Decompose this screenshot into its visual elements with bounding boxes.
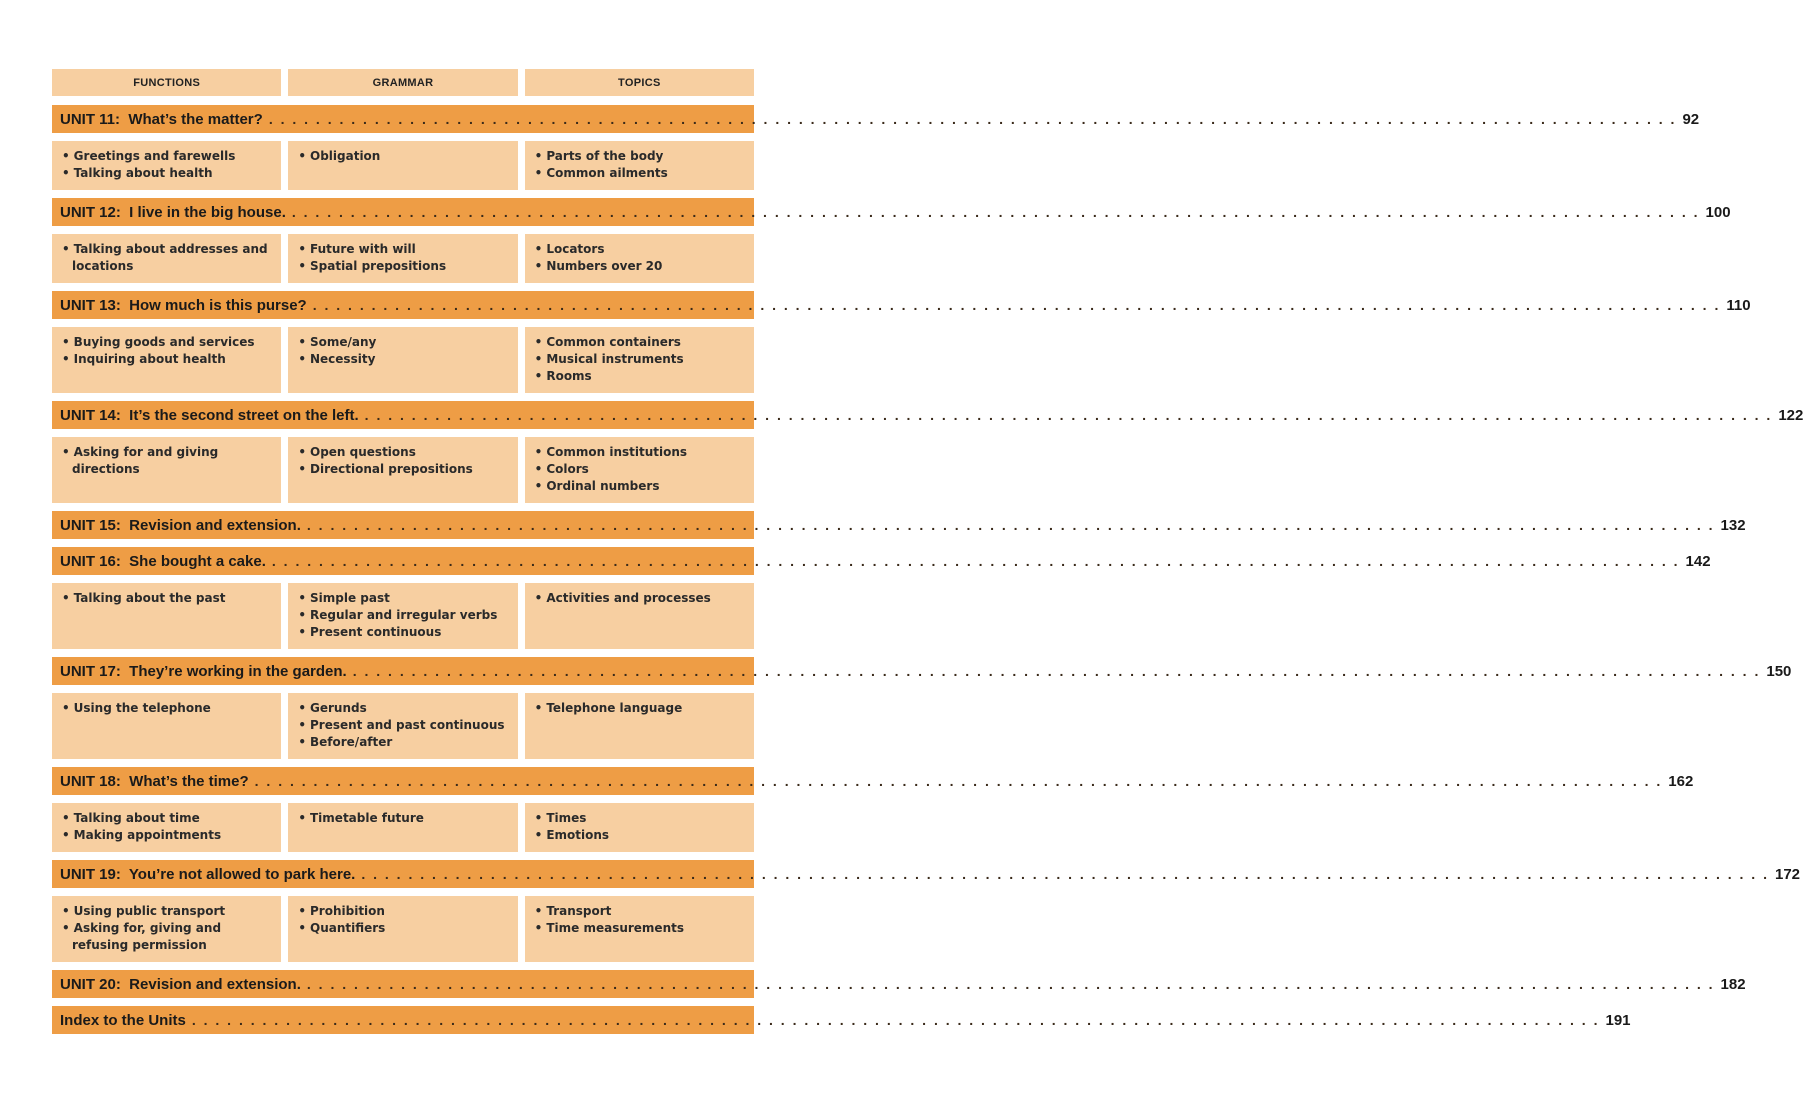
- unit-title: UNIT 16: She bought a cake.: [60, 552, 266, 570]
- functions-cell: [52, 583, 281, 649]
- functions-cell: [52, 437, 281, 503]
- unit-title: UNIT 17: They’re working in the garden.: [60, 662, 347, 680]
- unit-title-bar[interactable]: [52, 198, 1731, 226]
- leader-dots: . . . . . . . . . . . . . . . . . . . . . . . . . . . . . . . . . . . . . . . . . . . . . . . . . . . . . . . . . . . . . . . . . . . . . . . . . . . . . . . . . . . . . . . . . . . . . . . . . . . . . . . . . . . . . . . . . . . . . . . .: [364, 407, 1773, 423]
- list-item: • Directional prepositions: [298, 461, 507, 478]
- unit-title: Index to the Units: [60, 1011, 186, 1029]
- leader-dots: . . . . . . . . . . . . . . . . . . . . . . . . . . . . . . . . . . . . . . . . . . . . . . . . . . . . . . . . . . . . . . . . . . . . . . . . . . . . . . . . . . . . . . . . . . . . . . . . . . . . . . . . . . . . . . . . . . . . . . . .: [361, 866, 1769, 882]
- functions-cell: [52, 803, 281, 852]
- page-number: 150: [1766, 662, 1792, 680]
- grammar-cell: [288, 896, 517, 962]
- page-number: 162: [1668, 772, 1694, 790]
- list-item: • Talking about time: [62, 810, 271, 827]
- topics-cell: [525, 693, 754, 759]
- topics-cell: [525, 803, 754, 852]
- table-of-contents: [52, 69, 1803, 1042]
- list-item: • Future with will: [298, 241, 507, 258]
- unit-title: UNIT 19: You’re not allowed to park here.: [60, 865, 356, 883]
- functions-header: FUNCTIONS: [52, 69, 281, 96]
- functions-cell: [52, 693, 281, 759]
- unit-title-bar[interactable]: [52, 860, 1801, 888]
- page-number: 172: [1774, 865, 1801, 883]
- list-item: • Greetings and farewells: [62, 148, 271, 165]
- list-item: • Talking about addresses and locations: [62, 241, 271, 275]
- list-item: • Quantifiers: [298, 920, 507, 937]
- unit-content-row: [52, 896, 754, 962]
- grammar-header: GRAMMAR: [288, 69, 517, 96]
- page-number: 132: [1720, 516, 1746, 534]
- unit-title-bar[interactable]: [52, 291, 1751, 319]
- unit-list: [52, 105, 1803, 1034]
- column-header-row: [52, 69, 754, 96]
- list-item: • Necessity: [298, 351, 507, 368]
- unit-title: UNIT 20: Revision and extension.: [60, 975, 301, 993]
- unit-title-bar[interactable]: [52, 401, 1803, 429]
- unit-content-row: [52, 141, 754, 190]
- topics-cell: [525, 327, 754, 393]
- list-item: • Simple past: [298, 590, 507, 607]
- unit-title-bar[interactable]: [52, 511, 1746, 539]
- list-item: • Prohibition: [298, 903, 507, 920]
- topics-cell: [525, 437, 754, 503]
- grammar-cell: [288, 141, 517, 190]
- list-item: • Common containers: [535, 334, 744, 351]
- page-number: 92: [1682, 110, 1700, 128]
- list-item: • Inquiring about health: [62, 351, 271, 368]
- list-item: • Talking about health: [62, 165, 271, 182]
- list-item: • Locators: [535, 241, 744, 258]
- grammar-cell: [288, 327, 517, 393]
- functions-cell: [52, 234, 281, 283]
- list-item: • Spatial prepositions: [298, 258, 507, 275]
- leader-dots: . . . . . . . . . . . . . . . . . . . . . . . . . . . . . . . . . . . . . . . . . . . . . . . . . . . . . . . . . . . . . . . . . . . . . . . . . . . . . . . . . . . . . . . . . . . . . . . . . . . . . . . . . . . . . . . . . . . . . . . .: [254, 773, 1663, 789]
- unit-content-row: [52, 693, 754, 759]
- functions-cell: [52, 896, 281, 962]
- topics-cell: [525, 583, 754, 649]
- topics-cell: [525, 141, 754, 190]
- grammar-cell: [288, 693, 517, 759]
- page-number: 110: [1726, 296, 1751, 314]
- unit-content-row: [52, 583, 754, 649]
- unit-content-row: [52, 234, 754, 283]
- list-item: • Rooms: [535, 368, 744, 385]
- list-item: • Before/after: [298, 734, 507, 751]
- unit-title-bar[interactable]: [52, 970, 1746, 998]
- list-item: • Musical instruments: [535, 351, 744, 368]
- unit-content-row: [52, 803, 754, 852]
- grammar-cell: [288, 234, 517, 283]
- list-item: • Using the telephone: [62, 700, 271, 717]
- unit-title: UNIT 18: What’s the time?: [60, 772, 249, 790]
- list-item: • Parts of the body: [535, 148, 744, 165]
- list-item: • Activities and processes: [535, 590, 744, 607]
- list-item: • Using public transport: [62, 903, 271, 920]
- list-item: • Transport: [535, 903, 744, 920]
- leader-dots: . . . . . . . . . . . . . . . . . . . . . . . . . . . . . . . . . . . . . . . . . . . . . . . . . . . . . . . . . . . . . . . . . . . . . . . . . . . . . . . . . . . . . . . . . . . . . . . . . . . . . . . . . . . . . . . . . . . . . . . .: [271, 553, 1680, 569]
- list-item: • Regular and irregular verbs: [298, 607, 507, 624]
- list-item: • Gerunds: [298, 700, 507, 717]
- list-item: • Times: [535, 810, 744, 827]
- unit-title: UNIT 15: Revision and extension.: [60, 516, 301, 534]
- grammar-cell: [288, 583, 517, 649]
- leader-dots: . . . . . . . . . . . . . . . . . . . . . . . . . . . . . . . . . . . . . . . . . . . . . . . . . . . . . . . . . . . . . . . . . . . . . . . . . . . . . . . . . . . . . . . . . . . . . . . . . . . . . . . . . . . . . . . . . . . . . . . .: [291, 204, 1700, 220]
- list-item: • Asking for and giving directions: [62, 444, 271, 478]
- list-item: • Present continuous: [298, 624, 507, 641]
- list-item: • Common institutions: [535, 444, 744, 461]
- topics-cell: [525, 896, 754, 962]
- topics-cell: [525, 234, 754, 283]
- unit-title-bar[interactable]: [52, 1006, 1631, 1034]
- unit-title-bar[interactable]: [52, 105, 1700, 133]
- grammar-cell: [288, 437, 517, 503]
- page-number: 142: [1685, 552, 1711, 570]
- list-item: • Timetable future: [298, 810, 507, 827]
- list-item: • Telephone language: [535, 700, 744, 717]
- list-item: • Time measurements: [535, 920, 744, 937]
- list-item: • Emotions: [535, 827, 744, 844]
- functions-cell: [52, 327, 281, 393]
- list-item: • Obligation: [298, 148, 507, 165]
- unit-title: UNIT 13: How much is this purse?: [60, 296, 307, 314]
- grammar-cell: [288, 803, 517, 852]
- topics-header: TOPICS: [525, 69, 754, 96]
- page-number: 182: [1720, 975, 1746, 993]
- list-item: • Present and past continuous: [298, 717, 507, 734]
- unit-title-bar[interactable]: [52, 767, 1694, 795]
- unit-title-bar[interactable]: [52, 657, 1792, 685]
- leader-dots: . . . . . . . . . . . . . . . . . . . . . . . . . . . . . . . . . . . . . . . . . . . . . . . . . . . . . . . . . . . . . . . . . . . . . . . . . . . . . . . . . . . . . . . . . . . . . . . . . . . . . . . . . . . . . . . . . . . . . . . .: [312, 297, 1721, 313]
- list-item: • Some/any: [298, 334, 507, 351]
- list-item: • Ordinal numbers: [535, 478, 744, 495]
- leader-dots: . . . . . . . . . . . . . . . . . . . . . . . . . . . . . . . . . . . . . . . . . . . . . . . . . . . . . . . . . . . . . . . . . . . . . . . . . . . . . . . . . . . . . . . . . . . . . . . . . . . . . . . . . . . . . . . . . . . . . . . .: [191, 1012, 1600, 1028]
- list-item: • Common ailments: [535, 165, 744, 182]
- leader-dots: . . . . . . . . . . . . . . . . . . . . . . . . . . . . . . . . . . . . . . . . . . . . . . . . . . . . . . . . . . . . . . . . . . . . . . . . . . . . . . . . . . . . . . . . . . . . . . . . . . . . . . . . . . . . . . . . . . . . . . . .: [352, 663, 1761, 679]
- unit-content-row: [52, 437, 754, 503]
- unit-content-row: [52, 327, 754, 393]
- list-item: • Colors: [535, 461, 744, 478]
- list-item: • Buying goods and services: [62, 334, 271, 351]
- list-item: • Numbers over 20: [535, 258, 744, 275]
- list-item: • Asking for, giving and refusing permission: [62, 920, 271, 954]
- unit-title-bar[interactable]: [52, 547, 1711, 575]
- list-item: • Open questions: [298, 444, 507, 461]
- page-number: 100: [1705, 203, 1731, 221]
- functions-cell: [52, 141, 281, 190]
- unit-title: UNIT 11: What’s the matter?: [60, 110, 263, 128]
- leader-dots: . . . . . . . . . . . . . . . . . . . . . . . . . . . . . . . . . . . . . . . . . . . . . . . . . . . . . . . . . . . . . . . . . . . . . . . . . . . . . . . . . . . . . . . . . . . . . . . . . . . . . . . . . . . . . . . . . . . . . . . .: [306, 517, 1715, 533]
- unit-title: UNIT 14: It’s the second street on the left.: [60, 406, 359, 424]
- page-number: 191: [1605, 1011, 1631, 1029]
- page-number: 122: [1778, 406, 1803, 424]
- list-item: • Talking about the past: [62, 590, 271, 607]
- unit-title: UNIT 12: I live in the big house.: [60, 203, 286, 221]
- list-item: • Making appointments: [62, 827, 271, 844]
- leader-dots: . . . . . . . . . . . . . . . . . . . . . . . . . . . . . . . . . . . . . . . . . . . . . . . . . . . . . . . . . . . . . . . . . . . . . . . . . . . . . . . . . . . . . . . . . . . . . . . . . . . . . . . . . . . . . . . . . . . . . . . .: [268, 111, 1677, 127]
- leader-dots: . . . . . . . . . . . . . . . . . . . . . . . . . . . . . . . . . . . . . . . . . . . . . . . . . . . . . . . . . . . . . . . . . . . . . . . . . . . . . . . . . . . . . . . . . . . . . . . . . . . . . . . . . . . . . . . . . . . . . . . .: [306, 976, 1715, 992]
